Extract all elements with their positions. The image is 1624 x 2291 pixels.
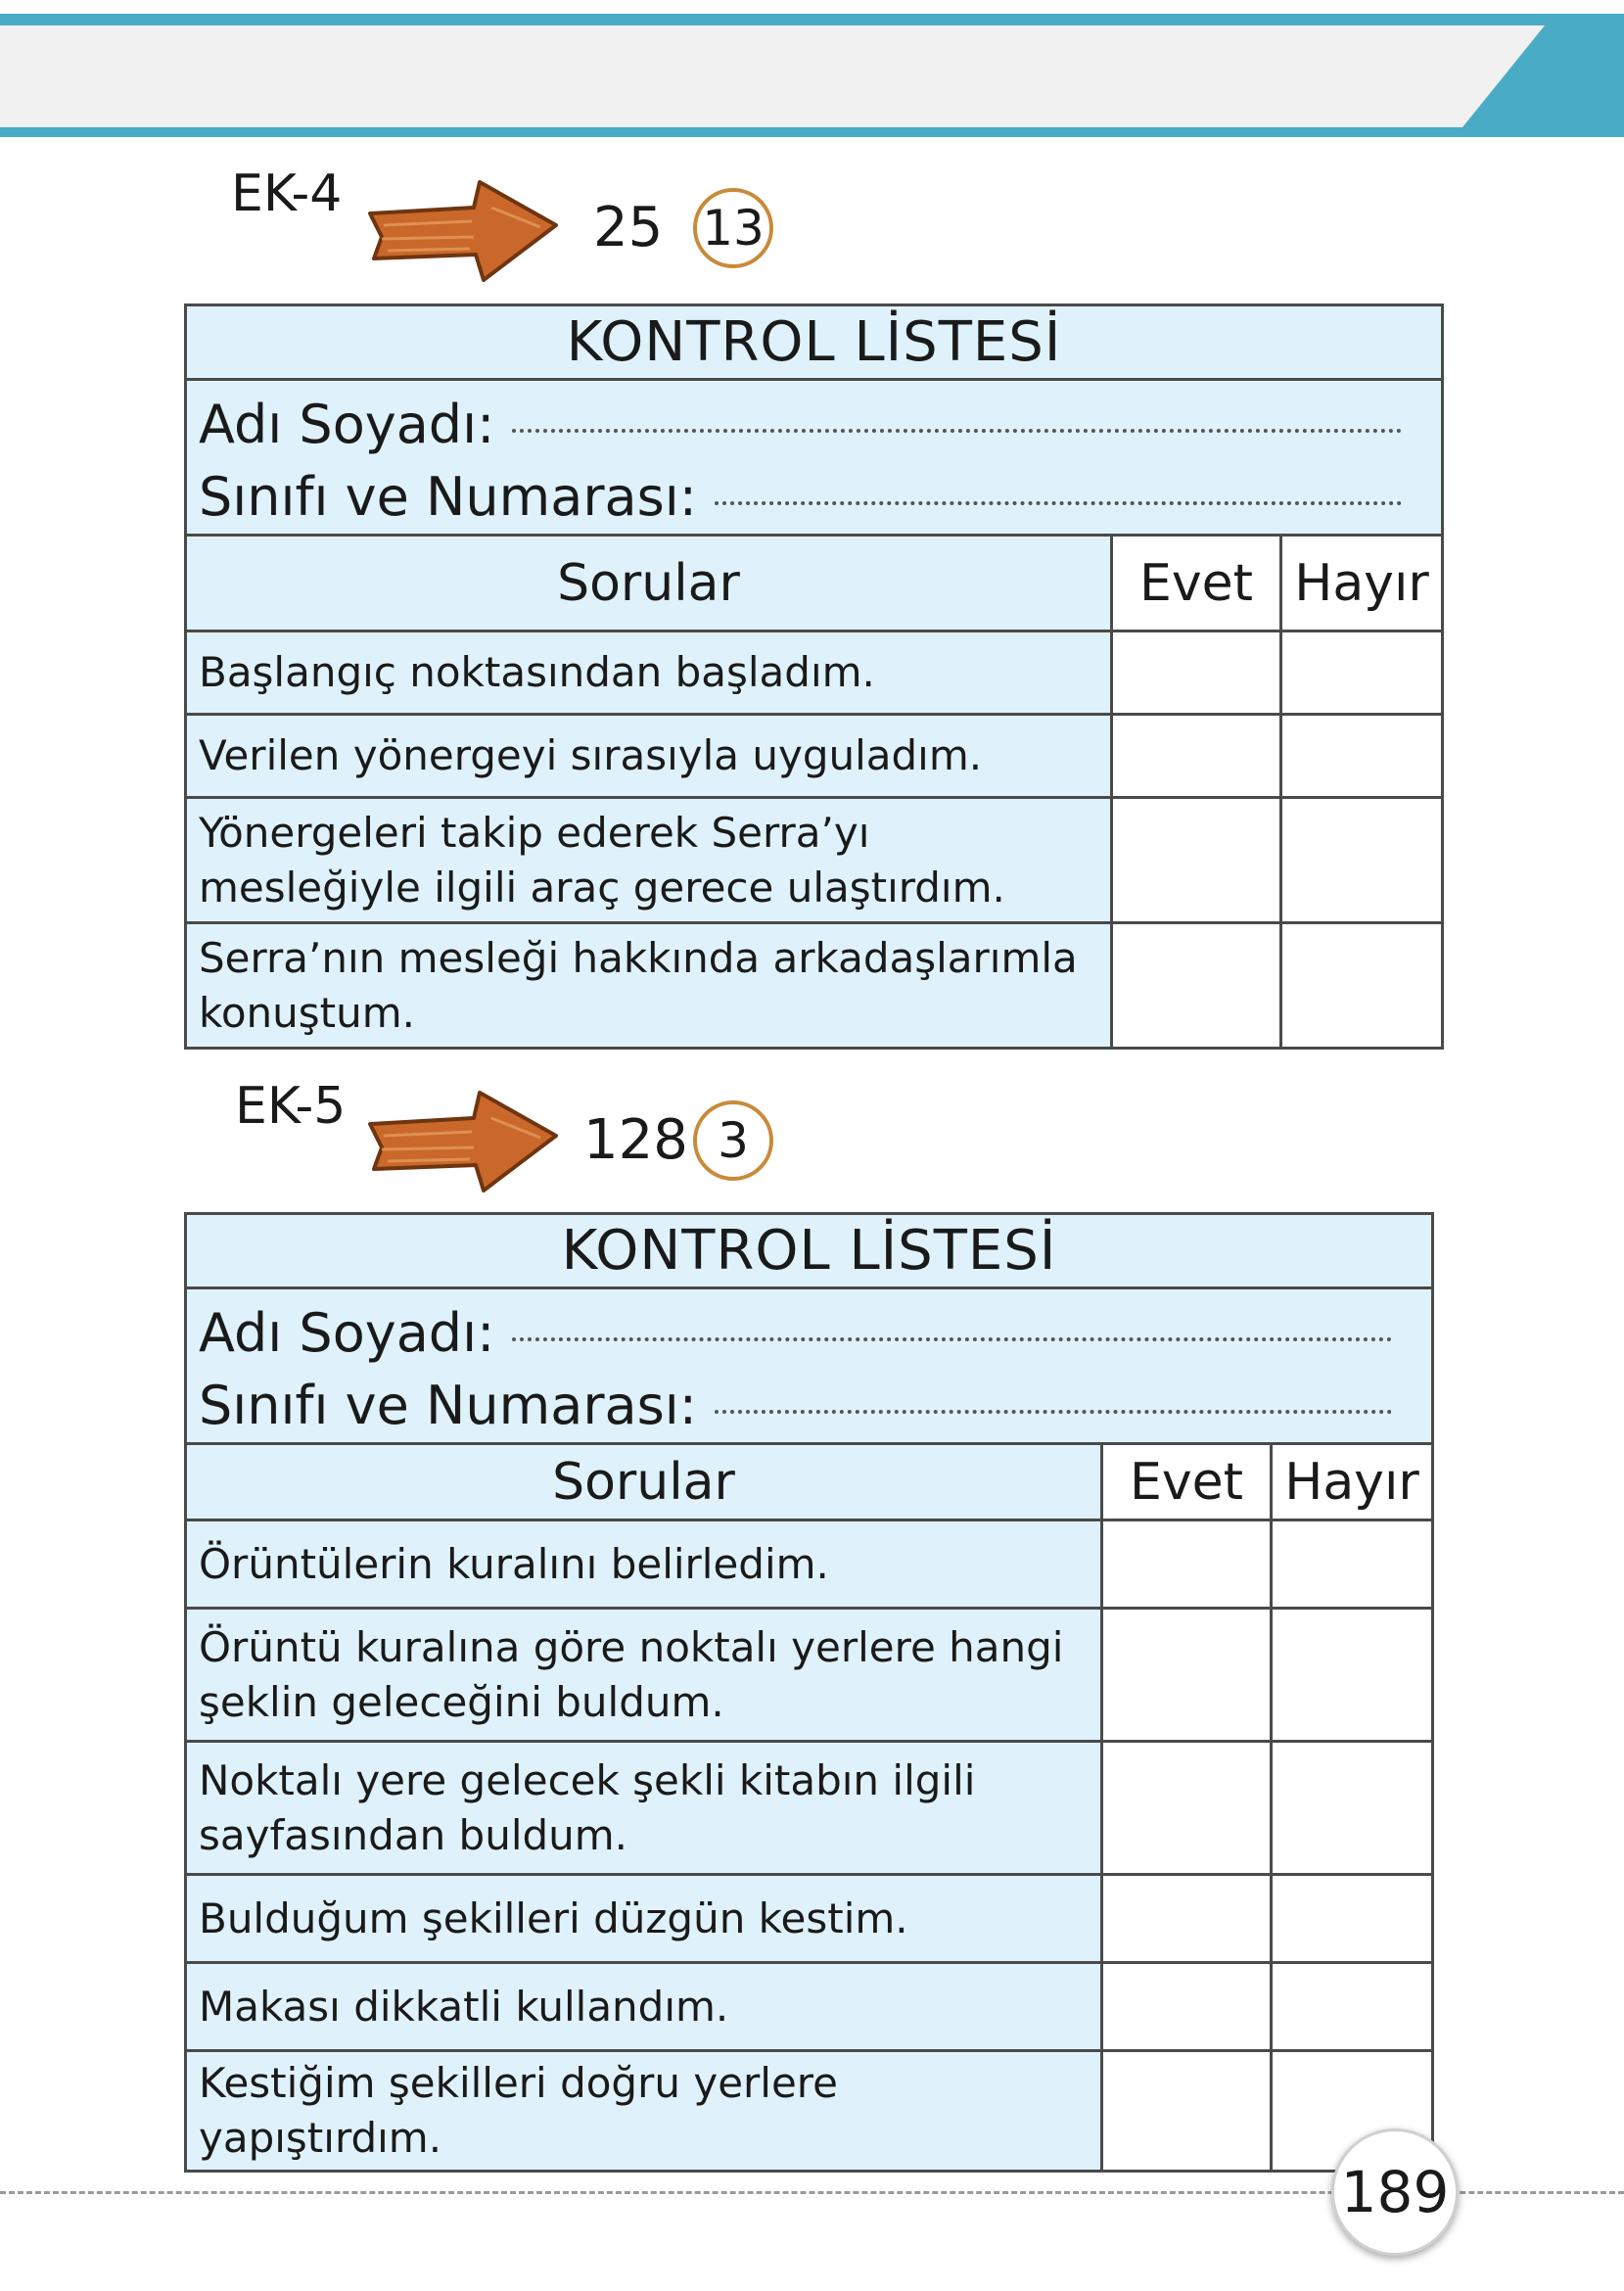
reference-page-number: 25 [593, 196, 664, 259]
column-header-yes: Evet [1112, 536, 1281, 631]
name-blank[interactable] [512, 1337, 1392, 1341]
no-checkbox[interactable] [1272, 1742, 1433, 1875]
yes-checkbox[interactable] [1102, 1875, 1272, 1963]
reference-item-number: 3 [693, 1100, 773, 1181]
yes-checkbox[interactable] [1112, 715, 1281, 798]
question-text: Örüntü kuralına göre noktalı yerlere hangi şeklin geleceğini buldum. [186, 1609, 1102, 1742]
no-checkbox[interactable] [1281, 923, 1443, 1049]
question-text: Yönergeleri takip ederek Serra’yı mesleğiyle ilgili araç gerece ulaştırdım. [186, 798, 1112, 923]
reference-page-number: 128 [583, 1108, 688, 1172]
no-checkbox[interactable] [1281, 798, 1443, 923]
question-text: Noktalı yere gelecek şekli kitabın ilgili sayfasından buldum. [186, 1742, 1102, 1875]
checklist-table [184, 1212, 1434, 2173]
yes-checkbox[interactable] [1102, 1963, 1272, 2051]
class-number-blank[interactable] [715, 501, 1402, 505]
class-number-blank[interactable] [715, 1410, 1392, 1414]
name-blank[interactable] [512, 429, 1402, 433]
checklist-title: KONTROL LİSTESİ [186, 305, 1443, 380]
yes-checkbox[interactable] [1102, 1609, 1272, 1742]
no-checkbox[interactable] [1281, 631, 1443, 715]
column-header-questions: Sorular [186, 536, 1112, 631]
column-header-no: Hayır [1281, 536, 1443, 631]
checklist-table [184, 304, 1444, 1050]
no-checkbox[interactable] [1281, 715, 1443, 798]
yes-checkbox[interactable] [1112, 798, 1281, 923]
yes-checkbox[interactable] [1112, 631, 1281, 715]
name-label: Adı Soyadı: [199, 1302, 495, 1364]
name-label: Adı Soyadı: [199, 394, 495, 455]
header-banner [0, 0, 1624, 147]
yes-checkbox[interactable] [1102, 1742, 1272, 1875]
question-text: Başlangıç noktasından başladım. [186, 631, 1112, 715]
question-text: Kestiğim şekilleri doğru yerlere yapıştırdım. [186, 2051, 1102, 2172]
no-checkbox[interactable] [1272, 1520, 1433, 1609]
question-text: Serra’nın mesleği hakkında arkadaşlarımla konuştum. [186, 923, 1112, 1049]
no-checkbox[interactable] [1272, 1963, 1433, 2051]
page-number: 189 [1331, 2128, 1459, 2256]
class-number-label: Sınıfı ve Numarası: [199, 466, 697, 528]
question-text: Bulduğum şekilleri düzgün kestim. [186, 1875, 1102, 1963]
question-text: Makası dikkatli kullandım. [186, 1963, 1102, 2051]
reference-item-number: 13 [693, 188, 773, 268]
checklist-title: KONTROL LİSTESİ [186, 1214, 1433, 1288]
no-checkbox[interactable] [1272, 1609, 1433, 1742]
column-header-questions: Sorular [186, 1444, 1102, 1520]
yes-checkbox[interactable] [1112, 923, 1281, 1049]
question-text: Verilen yönergeyi sırasıyla uyguladım. [186, 715, 1112, 798]
student-info [186, 1288, 1433, 1444]
no-checkbox[interactable] [1272, 1875, 1433, 1963]
question-text: Örüntülerin kuralını belirledim. [186, 1520, 1102, 1609]
arrow-right-icon [364, 1089, 560, 1196]
ek-label: EK-5 [235, 1077, 347, 1136]
yes-checkbox[interactable] [1102, 2051, 1272, 2172]
column-header-yes: Evet [1102, 1444, 1272, 1520]
class-number-label: Sınıfı ve Numarası: [199, 1375, 697, 1436]
yes-checkbox[interactable] [1102, 1520, 1272, 1609]
student-info [186, 380, 1443, 536]
arrow-right-icon [364, 178, 560, 286]
ek-label: EK-4 [231, 164, 343, 223]
column-header-no: Hayır [1272, 1444, 1433, 1520]
